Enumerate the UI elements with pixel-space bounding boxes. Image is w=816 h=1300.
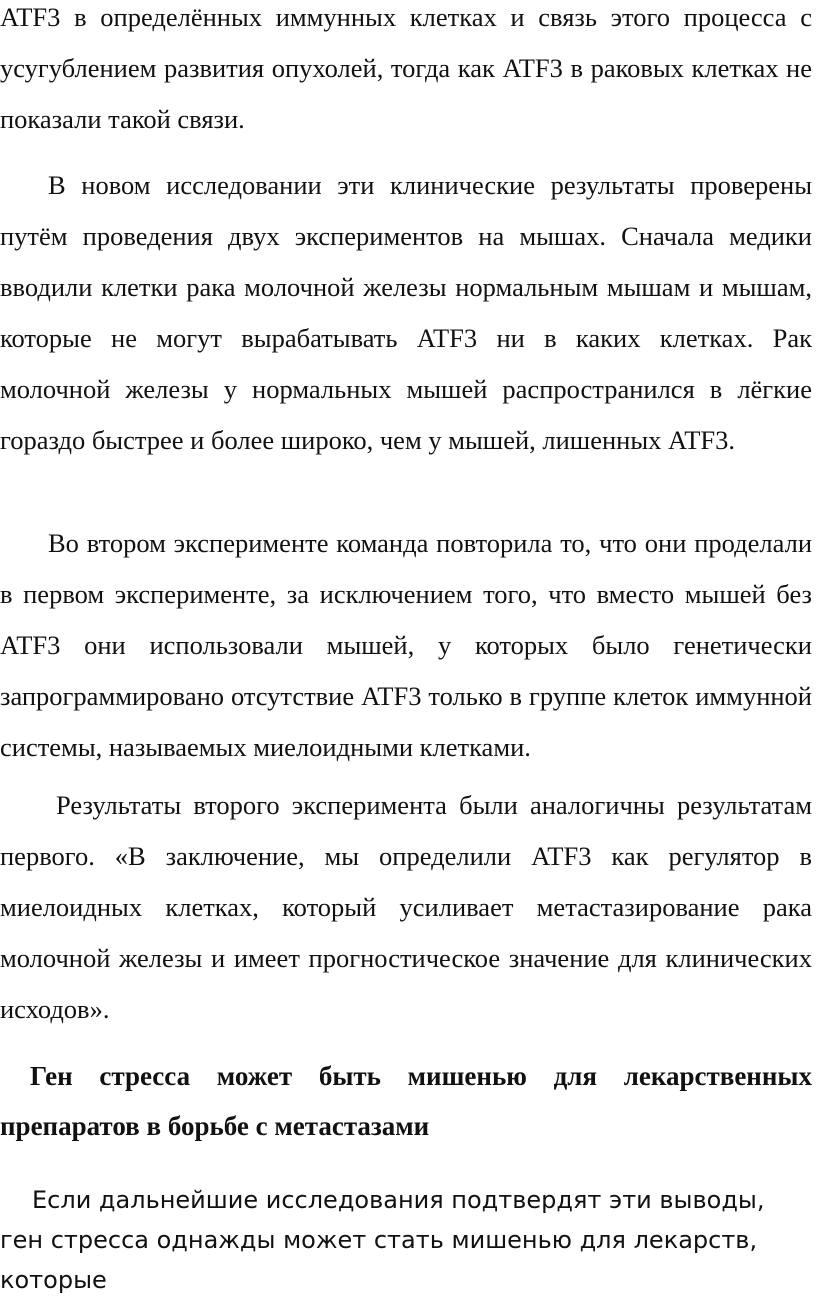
paragraph-4: Результаты второго эксперимента были аналогичны результатам первого. «В заключение, мы определили ATF3 как регулятор в миелоидных клетках, который усиливает метастазирование рака молочной железы и имеет прогностическое значение для клинических исходов». <box>0 790 812 1024</box>
paragraph-2: В новом исследовании эти клинические результаты проверены путём проведения двух экспериментов на мышах. Сначала медики вводили клетки рака молочной железы нормальным мышам и мышам, которые не могут вырабатывать ATF3 ни в каких клетках. Рак молочной железы у нормальных мышей распространился в лёгкие гораздо быстрее и более широко, чем у мышей, лишенных ATF3. <box>0 170 812 455</box>
closing-paragraph: Если дальнейшие исследования подтвердят эти выводы, ген стресса однажды может стать мишенью для лекарств, которые <box>0 1186 765 1294</box>
section-heading: Ген стресса может быть мишенью для лекарственных препаратов в борьбе с метастазами <box>0 1061 812 1141</box>
paragraph-1: ATF3 в определённых иммунных клетках и связь этого процесса с усугублением развития опухолей, тогда как ATF3 в раковых клетках не показали такой связи. <box>0 2 812 134</box>
paragraph-3: Во втором эксперименте команда повторила то, что они проделали в первом эксперименте, за исключением того, что вместо мышей без ATF3 они использовали мышей, у которых было генетически запрограммировано отсутствие ATF3 только в группе клеток иммунной системы, называемых миелоидными клетками. <box>0 528 812 762</box>
